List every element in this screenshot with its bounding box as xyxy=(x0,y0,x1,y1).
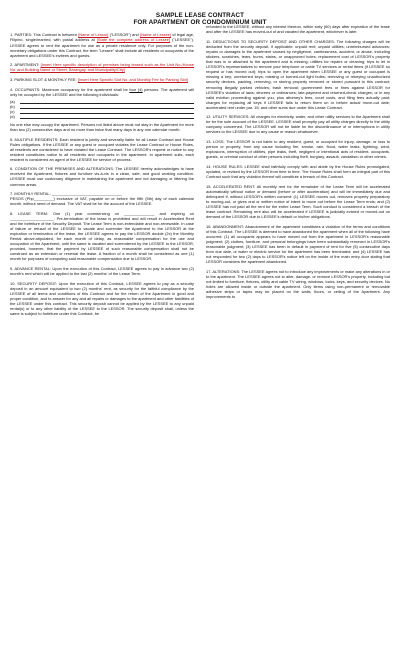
clause-apartment xyxy=(10,62,194,72)
clause-text: 7. MONTHLY RENTAL: ________________________________ xyxy=(10,191,122,197)
clause-loss: 13. LOSS: The LESSOR is not liable to any resident, guest, or occupant for injury, damage, or loss to person or property, from any cause including fire, smoke, rain, flood, water leaks, lightning, wind, explosions, interruption of utilities, pipe leaks, theft, negligent or intentional acts of resident, occupants, guests, or criminal conduct of other persons including theft, burglary, assault, vandalism or other crimes. xyxy=(206,139,390,160)
lessee-placeholder: [Name of Lessee] xyxy=(139,32,172,38)
clause-text: 4. OCCUPANTS: Maximum occupancy for the apartment shall be xyxy=(10,86,130,92)
fill-label: (d) xyxy=(10,113,15,119)
clause-utility-services: 12. UTILITY SERVICES: All charges for electricity, water, and other utility services to the Apartment shall be for the sole account of the LESSEE. LESSEE shall promptly pay all utility charges directly to the utility company concerned. The LESSOR will not be liable for the discontinuance of or interruptions in utility services to the LESSEE due to any cause or reason whatsoever. xyxy=(206,114,390,135)
clause-text: 1. PARTIES: This Contract is between xyxy=(10,32,79,38)
clause-deductions: 11. DEDUCTIONS TO SECURITY DEPOSIT AND OTHER CHARGES: The following charges will be deducted from the security deposit, if applicable: unpaid rent; unpaid utilities; unreimbursed advances; repairs or damages to the apartment caused by negligence, carelessness, accident, or abuse, including stickers, scratches, tears, burns, stains, or unapproved holes; replacement cost of LESSOR's property that was in or attached to the apartment and is missing; utilities for repairs or cleaning; trips to let in LESSOR's representatives to remove your telephone or cable TV services or rental items (if LESSEE so request or has moved out); trips to open the apartment when LESSEE or any guest or occupant is missing a key; unreturned keys; missing or burned-out light bulbs; removing or rekeying unauthorized security devices, packing, removing, or storing property removed or stored pursuant to this contract; removing illegally parked vehicles; trash removal; government fees or fines against LESSOR for LESSEE's violation of laws; decrees or ordinances; late-payment and returned-check charges; or in any valid eviction proceeding against you, plus attorney's fees, court costs, and filing fees actually paid; charges for replacing all keys if LESSEE fails to return them on or before actual move-out date; accelerated rent under par. 15; and other sums due under this Lease Contract. xyxy=(206,39,390,110)
parking-placeholder: [Insert Here Specific Slot No. and Monthly Fee for Parking Slot] xyxy=(77,76,188,82)
clause-text: of legal age, Filipino, single/married, with postal address at xyxy=(10,32,194,43)
blank-line xyxy=(20,114,194,119)
premises-placeholder: [Insert Here specific description of premises being leased such as the Unit No./House No. and Building Name or Street, Barangay, and Municipality/City] xyxy=(10,62,194,73)
clause-text: PESOS (Php_________) exclusive of VAT, payable on or before the fifth (5th) day of each calendar month, without need of demand. The VAT shall be for the account of the LESSEE. xyxy=(10,196,194,207)
clause-alterations: 17. ALTERATIONS: The LESSEE agrees not to introduce any improvements or make any alterations in or to the apartment. The LESSEE agrees not to alter, damage, or remove LESSOR's property, including but not limited to furniture, fixtures, utility and cable TV wiring, windows, locks, keys, and security devices. No holes are allowed inside or outside the apartment. Only items using non-permanent or removable adhesive strips or tapes may be placed on the walls, floors, or ceiling of the Apartment. Any improvements to xyxy=(206,268,390,299)
left-column xyxy=(10,32,194,658)
clause-text: 2. APARTMENT: xyxy=(10,62,41,68)
clause-lease-term: 8. LEASE TERM: One (1) year commencing on ______________ and expiring on ____________________. Pre-termination of the lease is prohibited and will result in Accelerated Rent and the forfeiture of the Security Deposit. The Lease Term is non-extendable and non-renewable. In case of failure or refusal of the LESSEE to vacate and surrender the Apartment to the LESSOR at the expiration or termination of the lease, the LESSEE agrees to pay the LESSOR double (2x) the Monthly Rental above-stipulated, for each month of delay, as reasonable compensation for the use and occupation of the Apartment, until the same is vacated and surrendered by the LESSEE to the LESSOR, provided, however, that the payment by LESSEE of such reasonable compensation shall not be construed as an extension or renewal the lease. A fraction of a month shall be considered as one (1) month for purposes of computing said reasonable compensation due to LESSOR. xyxy=(10,210,194,262)
clause-occupants xyxy=(10,87,194,132)
lessor-placeholder: [Name of Lessor] xyxy=(78,32,109,38)
occupancy-limit: four (4) xyxy=(129,86,143,92)
occupant-fill-lines xyxy=(10,99,194,119)
clause-condition: 6. CONDITION OF THE PREMISES AND ALTERATIONS: The LESSEE hereby acknowledges to have received the Apartment, fixtures and furniture vis-à-vis in a clean, safe, and good working condition. LESSEE must use customary diligence in maintaining the apartment and not damaging or littering the common areas. xyxy=(10,166,194,187)
lessee-address-placeholder: [State the complete address of Lessee] xyxy=(96,37,171,43)
clause-parking xyxy=(10,77,194,82)
clause-monthly-rental xyxy=(10,191,194,206)
clause-security-deposit-cont: refunded to the LESSEE, without any interest thereon, within sixty (60) days after expiration of the lease and after the LESSEE has moved-out of and vacated the apartment, whichever is later. xyxy=(206,24,390,35)
right-column xyxy=(206,24,390,658)
clause-text: 3. PARKING SLOT & MONTHLY FEE: xyxy=(10,76,78,82)
clause-text: persons. The apartment will only be occupied by the LESSEE and the following individuals: xyxy=(10,86,194,97)
clause-text: ("LESSEE"). LESSEE agrees to rent the apartment for use as a private residence only. For purposes of the non-monetary obligations under this Contract, the term "Lessee" shall include all residents or occupants of the apartment and LESSEE's invitees and guests. xyxy=(10,37,194,58)
clause-advance-rental: 9. ADVANCE RENTAL: Upon the execution of this Contract, LESSEE agrees to pay in advance two (2) month's rent which will be applied to the last (2) months' of the Lease Term. xyxy=(10,265,194,276)
two-column-body xyxy=(10,24,390,658)
clause-parties xyxy=(10,32,194,57)
clause-house-rules: 14. HOUSE RULES: LESSEE shall faithfully comply with and abide by the House Rules promulgated, updated, or revised by the LESSOR from time to time. The House Rules shall form an integral part of this Contract such that any violation thereof will constitute a breach of this Contract. xyxy=(206,163,390,179)
fill-label: (c) xyxy=(10,108,15,114)
clause-abandonment: 16. ABANDONMENT: Abandonment of the apartment constitutes a violation of the terms and conditions of this Contract. The LESSEE is deemed to have abandoned the apartment when all of the following have occurred: (1) all occupants appears to have moved out from the apartment in LESSOR's reasonable judgment; (2) clothes, furniture, and personal belongings have been substantially removed in LESSOR's reasonable judgment; (3) LESSEE has been in default in payment of rent for five (5) consecutive days from due date, or water or electric service for the apartment has been terminated; and (4) LESSEE has not responded for two (2) days to LESSOR's notice left on the inside of the main entry door stating that LESSOR considers the apartment abandoned. xyxy=(206,223,390,264)
clause-security-deposit: 10. SECURITY DEPOSIT: Upon the execution of this Contract, LESSEE agrees to pay as a security deposit in an amount equivalent to two (2) months' rent, as security for the faithful compliance by the LESSEE of all terms and conditions of this Contract and for the return of the Apartment in good and proper condition, and to answer for any and all repairs or damages to the apartment and other liabilities of the LESSEE under this contract. This security deposit cannot be applied by the LESSEE to any unpaid rental(s) or to any other liability of the LESSEE to the LESSOR. The security deposit shall, unless the same is subject to forfeiture under this Contract, be xyxy=(10,280,194,316)
clause-text: No one else may occupy the apartment. Persons not listed above must not stay in the Apartment for more than two (2) consecutive days and no more than twice that many days in any one calendar month. xyxy=(10,121,194,132)
clause-text: ("LESSOR") and xyxy=(108,32,140,38)
fill-label: (a) xyxy=(10,98,15,104)
clause-multiple-residents: 5. MULTIPLE RESIDENTS: Each resident is jointly and severally liable for all Lease Contract and House Rules obligations. If the LESSEE or any guest or occupant violates the Lease Contract or House Rules, all residents are considered to have violated the Lease Contract. The LESSOR's request or notice to any resident constitutes notice to all residents and occupants in the apartment. In apartment suits, each resident is considered an agent of the LESSEE for service of process. xyxy=(10,136,194,162)
title-line-2: FOR APARTMENT OR CONDOMINIUM UNIT xyxy=(133,19,267,27)
clause-accelerated-rent: 15. ACCELERATED RENT: All monthly rent for the remainder of the Lease Term will be accelerated automatically without notice or demand (before or after acceleration) and will be immediately due and delinquent if, without LESSOR's written consent: (1) LESSEE moves out, removes property preparatory to moving-out, or gives oral or written notice of intent to move out before the Lease Term ends; and (2) LESSEE has not paid all the rent for the entire Lease Term. Such conduct is considered a breach of the lease contract. Remaining rent also will be accelerated if LESSEE is judicially evicted or moved-out on demand of the LESSOR due to LESSEE's default or his/her obligations. xyxy=(206,183,390,219)
fill-label: (b) xyxy=(10,103,15,109)
title-line-1: SAMPLE LEASE CONTRACT xyxy=(155,12,245,19)
fill-line-d xyxy=(10,114,194,119)
